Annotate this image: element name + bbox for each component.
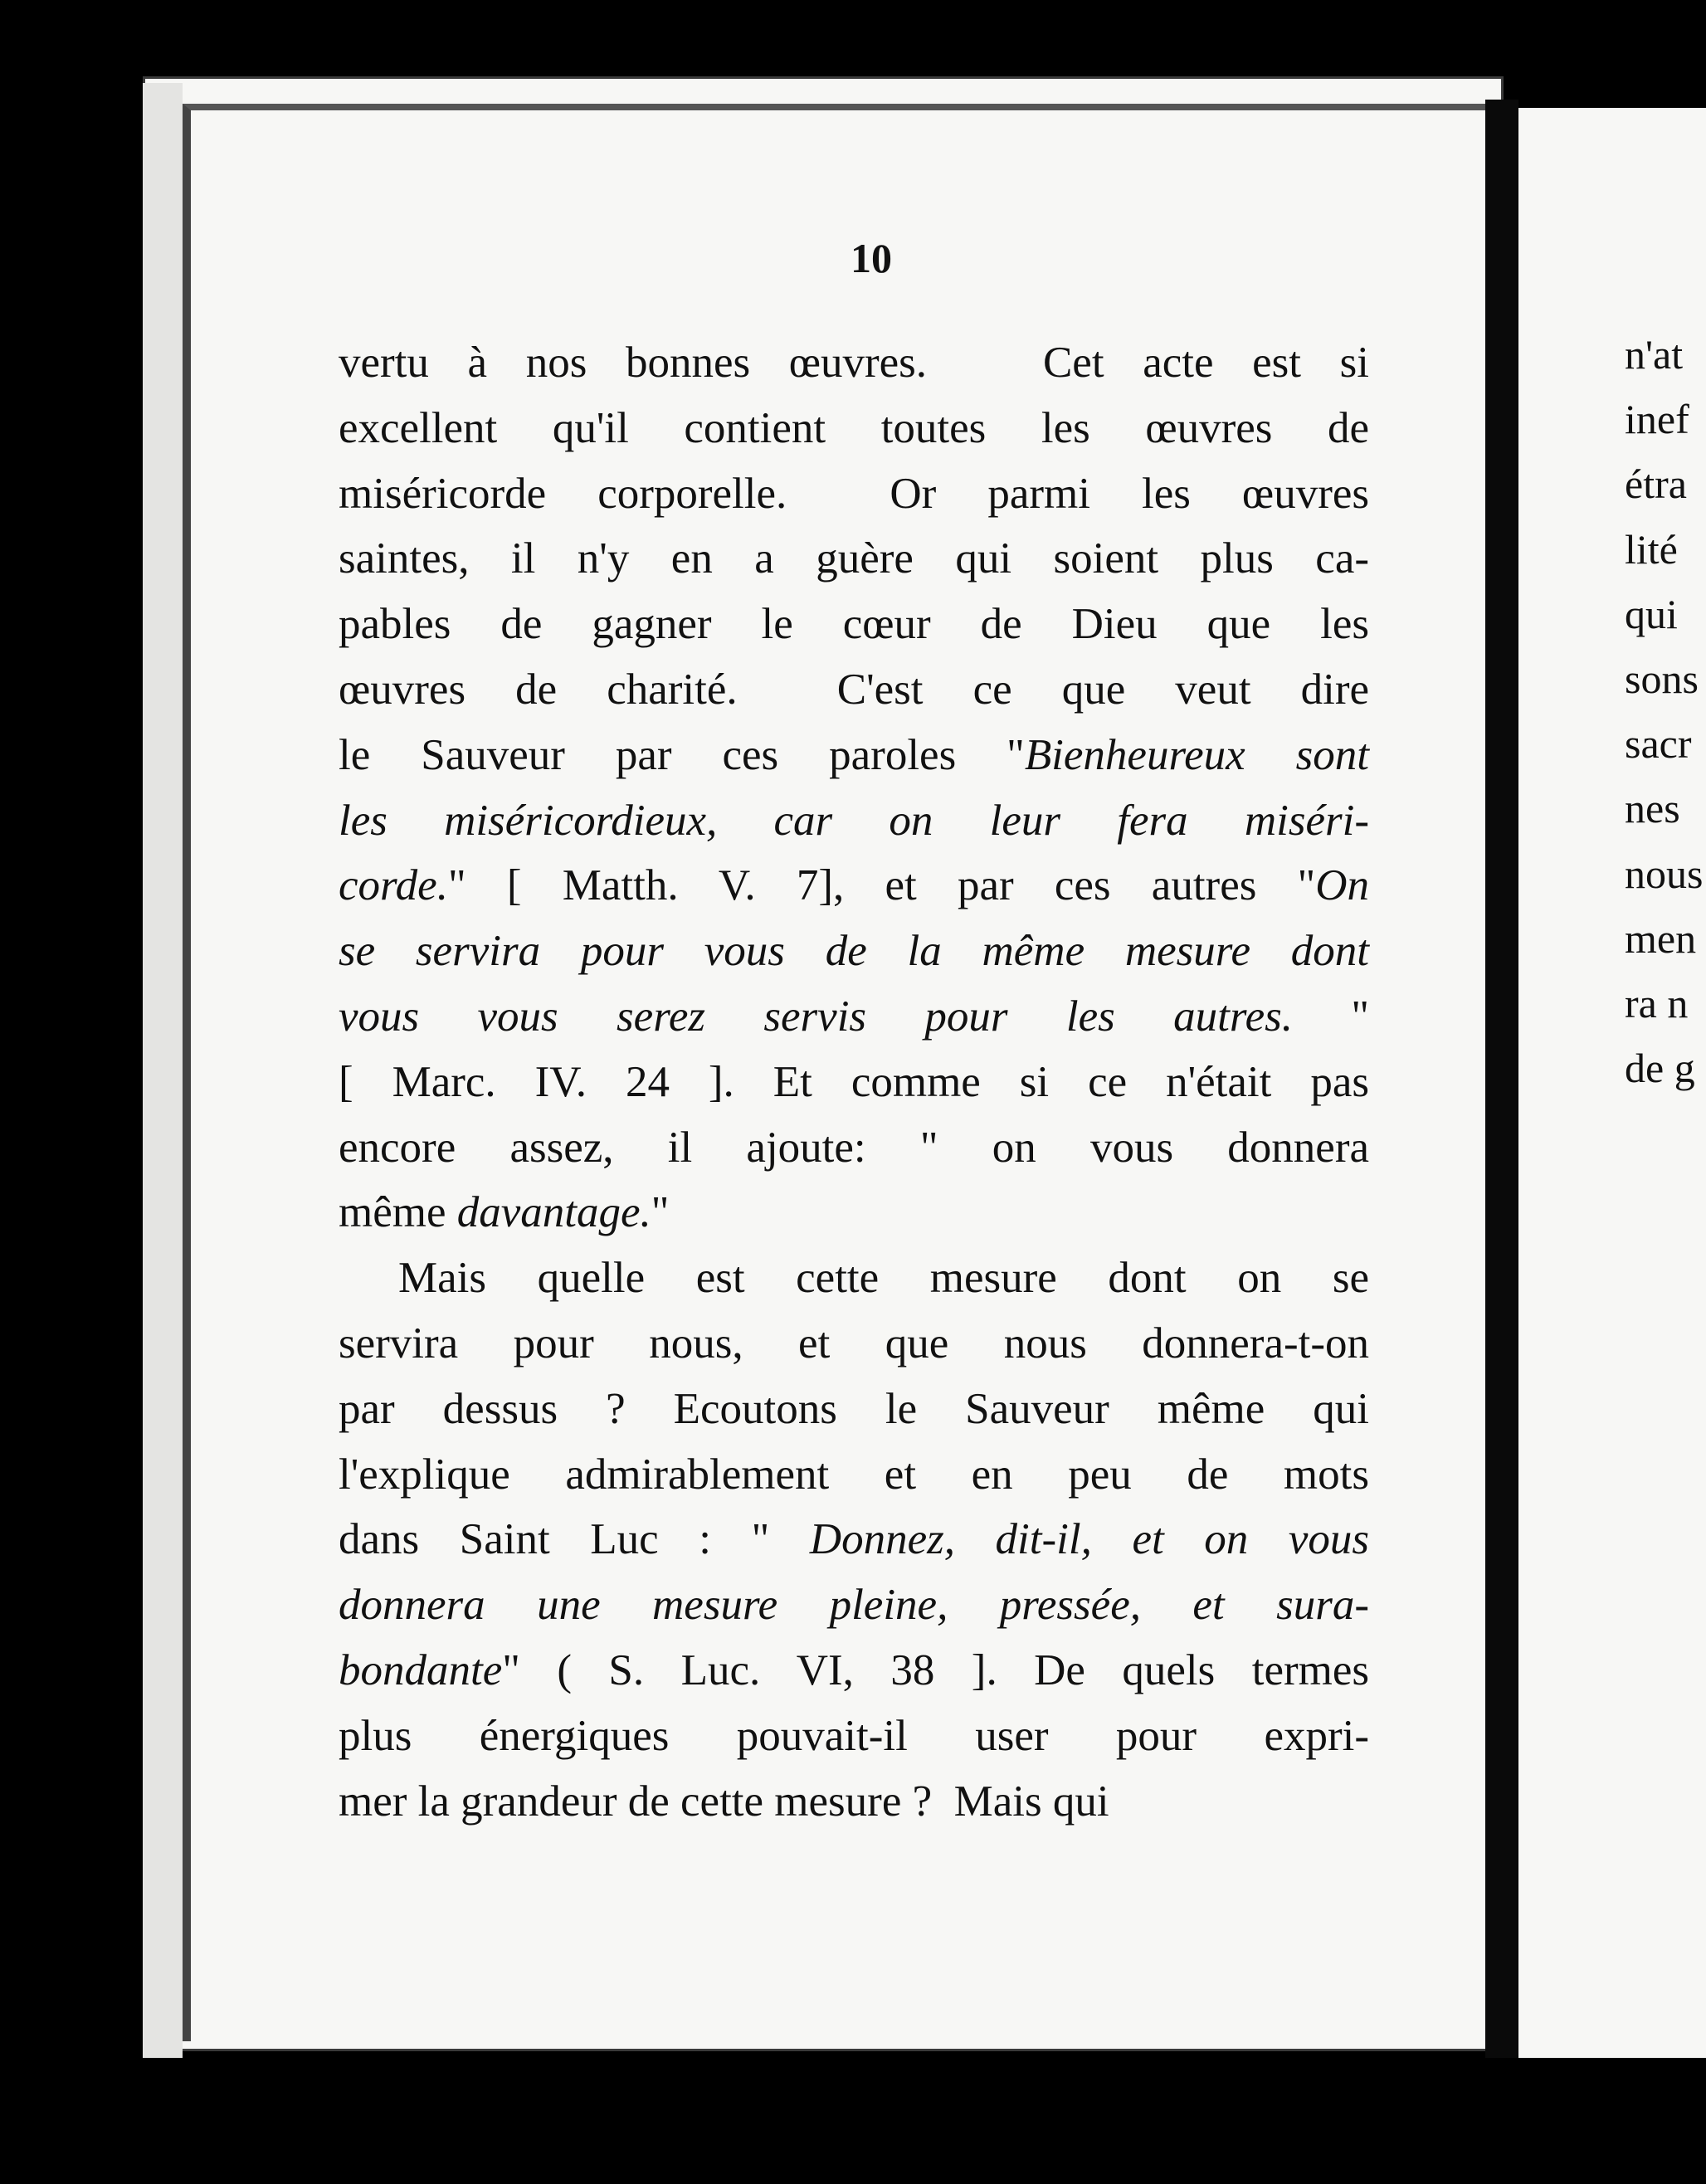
right-page-fragment: nous — [1625, 850, 1704, 897]
text-segment: " — [651, 1188, 670, 1237]
text-segment: davantage. — [456, 1188, 651, 1237]
text-segment: dans Saint Luc : " — [339, 1515, 810, 1564]
text-segment: plus énergiques pouvait-il user pour expri- — [339, 1711, 1369, 1760]
text-line — [339, 1769, 1369, 1835]
text-line — [339, 1180, 1369, 1246]
text-segment: pables de gagner le cœur de Dieu que les — [339, 600, 1369, 649]
text-line — [339, 853, 1369, 919]
right-page-fragment: qui — [1625, 590, 1678, 637]
right-page-fragment: étra — [1625, 461, 1687, 508]
right-page-fragment: sons — [1625, 656, 1699, 703]
text-segment: l'explique admirablement et en peu de mots — [339, 1450, 1369, 1499]
text-segment: donnera une mesure pleine, pressée, et sura- — [339, 1581, 1369, 1630]
text-segment: On — [1315, 861, 1369, 910]
text-segment: encore assez, il ajoute: " on vous donnera — [339, 1123, 1369, 1172]
text-segment: mer la grandeur de cette mesure ? Mais qui — [339, 1777, 1109, 1826]
text-line — [339, 1115, 1369, 1181]
text-segment: œuvres de charité. C'est ce que veut dire — [339, 665, 1369, 714]
page-number: 10 — [851, 235, 892, 281]
text-segment: vous vous serez servis pour les autres. — [339, 992, 1293, 1041]
text-segment: les miséricordieux, car on leur fera miséri- — [339, 796, 1369, 845]
text-segment: " ( S. Luc. VI, 38 ]. De quels termes — [502, 1645, 1369, 1694]
text-segment: Donnez, dit-il, et on vous — [809, 1515, 1370, 1564]
text-segment: bondante — [339, 1645, 503, 1694]
text-line — [339, 788, 1369, 854]
text-line — [339, 1377, 1369, 1442]
text-line — [339, 723, 1369, 788]
right-page-fragment: men — [1625, 914, 1697, 962]
text-segment: miséricorde corporelle. Or parmi les œuvres — [339, 469, 1369, 518]
text-line — [339, 984, 1369, 1050]
text-line — [339, 396, 1369, 461]
text-line — [339, 330, 1369, 396]
left-page-edge — [143, 83, 183, 2058]
text-line — [339, 1638, 1369, 1704]
text-segment: le Sauveur par ces paroles " — [339, 730, 1025, 779]
right-page-fragment: n'at — [1625, 331, 1684, 378]
text-line — [339, 461, 1369, 527]
text-line — [339, 1050, 1369, 1115]
page-text-body — [339, 330, 1369, 1834]
text-segment: [ Marc. IV. 24 ]. Et comme si ce n'était pas — [339, 1057, 1369, 1106]
book-gutter — [1485, 100, 1518, 2058]
text-line — [339, 526, 1369, 592]
text-segment: servira pour nous, et que nous donnera-t-on — [339, 1319, 1369, 1367]
text-segment: se servira pour vous de la même mesure dont — [339, 927, 1369, 976]
text-line — [339, 592, 1369, 657]
text-segment: par dessus ? Ecoutons le Sauveur même qui — [339, 1384, 1369, 1433]
text-line — [339, 1246, 1369, 1311]
text-line — [339, 657, 1369, 723]
text-segment: Mais quelle est cette mesure dont on se — [398, 1254, 1369, 1303]
text-line — [339, 1507, 1369, 1572]
text-segment: vertu à nos bonnes œuvres. Cet acte est si — [339, 339, 1369, 387]
text-segment: Bienheureux sont — [1024, 730, 1369, 779]
right-page-fragment: nes — [1625, 785, 1680, 832]
text-segment: même — [339, 1188, 457, 1237]
right-page-fragment: ra n — [1625, 980, 1689, 1027]
text-segment: excellent qu'il contient toutes les œuvres de — [339, 403, 1369, 452]
right-page-fragment: sacr — [1625, 720, 1692, 768]
text-segment: " — [1292, 992, 1369, 1041]
text-line — [339, 1442, 1369, 1508]
text-line — [339, 919, 1369, 984]
text-segment: " [ Matth. V. 7], et par ces autres " — [447, 861, 1316, 910]
text-segment: corde. — [339, 861, 448, 910]
text-line — [339, 1704, 1369, 1769]
right-page-fragment: lité — [1625, 525, 1678, 573]
right-page-fragment: inef — [1625, 396, 1689, 443]
text-segment: saintes, il n'y en a guère qui soient plus ca- — [339, 534, 1369, 583]
text-line — [339, 1311, 1369, 1377]
text-line — [339, 1572, 1369, 1638]
right-page-fragment: de g — [1625, 1045, 1695, 1092]
right-page-text-fragments — [1625, 322, 1706, 1100]
